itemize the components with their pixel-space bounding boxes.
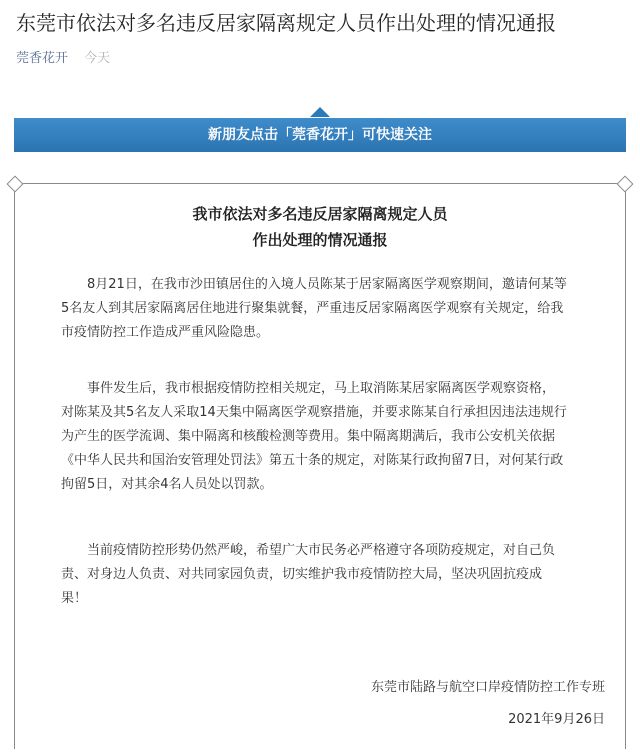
notice-signature: 东莞市陆路与航空口岸疫情防控工作专班 (370, 680, 605, 695)
notice-paragraph-1 (61, 273, 601, 345)
paragraph-line: 当前疫情防控形势仍然严峻，希望广大市民务必严格遵守各项防疫规定，对自己负 (87, 543, 556, 558)
paragraph-line: 事件发生后，我市根据疫情防控相关规定，马上取消陈某居家隔离医学观察资格， (87, 381, 556, 396)
notice-paragraph-2 (61, 377, 601, 497)
paragraph-line: 果！ (61, 591, 88, 606)
article-title: 东莞市依法对多名违反居家隔离规定人员作出处理的情况通报 (16, 11, 556, 35)
paragraph-line: 对陈某及其5名友人采取14天集中隔离医学观察措施，并要求陈某自行承担因违法违规行 (61, 405, 567, 420)
paragraph-line: 责、对身边人负责、对共同家园负责，切实维护我市疫情防控大局，坚决巩固抗疫成 (61, 567, 543, 582)
paragraph-line: 8月21日，在我市沙田镇居住的入境人员陈某于居家隔离医学观察期间，邀请何某等 (87, 277, 567, 292)
notice-card (14, 183, 626, 749)
paragraph-line: 《中华人民共和国治安管理处罚法》第五十条的规定，对陈某行政拘留7日，对何某行政 (61, 453, 564, 468)
notice-paragraph-3 (61, 539, 601, 611)
publish-time: 今天 (84, 51, 111, 66)
paragraph-line: 为产生的医学流调、集中隔离和核酸检测等费用。集中隔离期满后，我市公安机关依据 (61, 429, 556, 444)
notice-heading-line1: 我市依法对多名违反居家隔离规定人员 (192, 205, 448, 223)
account-name-link[interactable]: 莞香花开 (16, 51, 69, 66)
follow-banner[interactable]: 新朋友点击「莞香花开」可快速关注 (14, 118, 626, 152)
corner-ornament-icon (7, 176, 24, 193)
article-meta (16, 50, 110, 68)
notice-heading-line2: 作出处理的情况通报 (252, 231, 388, 249)
paragraph-line: 拘留5日，对其余4名人员处以罚款。 (61, 477, 273, 492)
paragraph-line: 5名友人到其居家隔离居住地进行聚集就餐，严重违反居家隔离医学观察有关规定，给我 (61, 301, 564, 316)
paragraph-line: 市疫情防控工作造成严重风险隐患。 (61, 325, 270, 340)
corner-ornament-icon (617, 176, 634, 193)
notice-date: 2021年9月26日 (508, 712, 605, 727)
banner-arrow-icon (310, 107, 330, 117)
